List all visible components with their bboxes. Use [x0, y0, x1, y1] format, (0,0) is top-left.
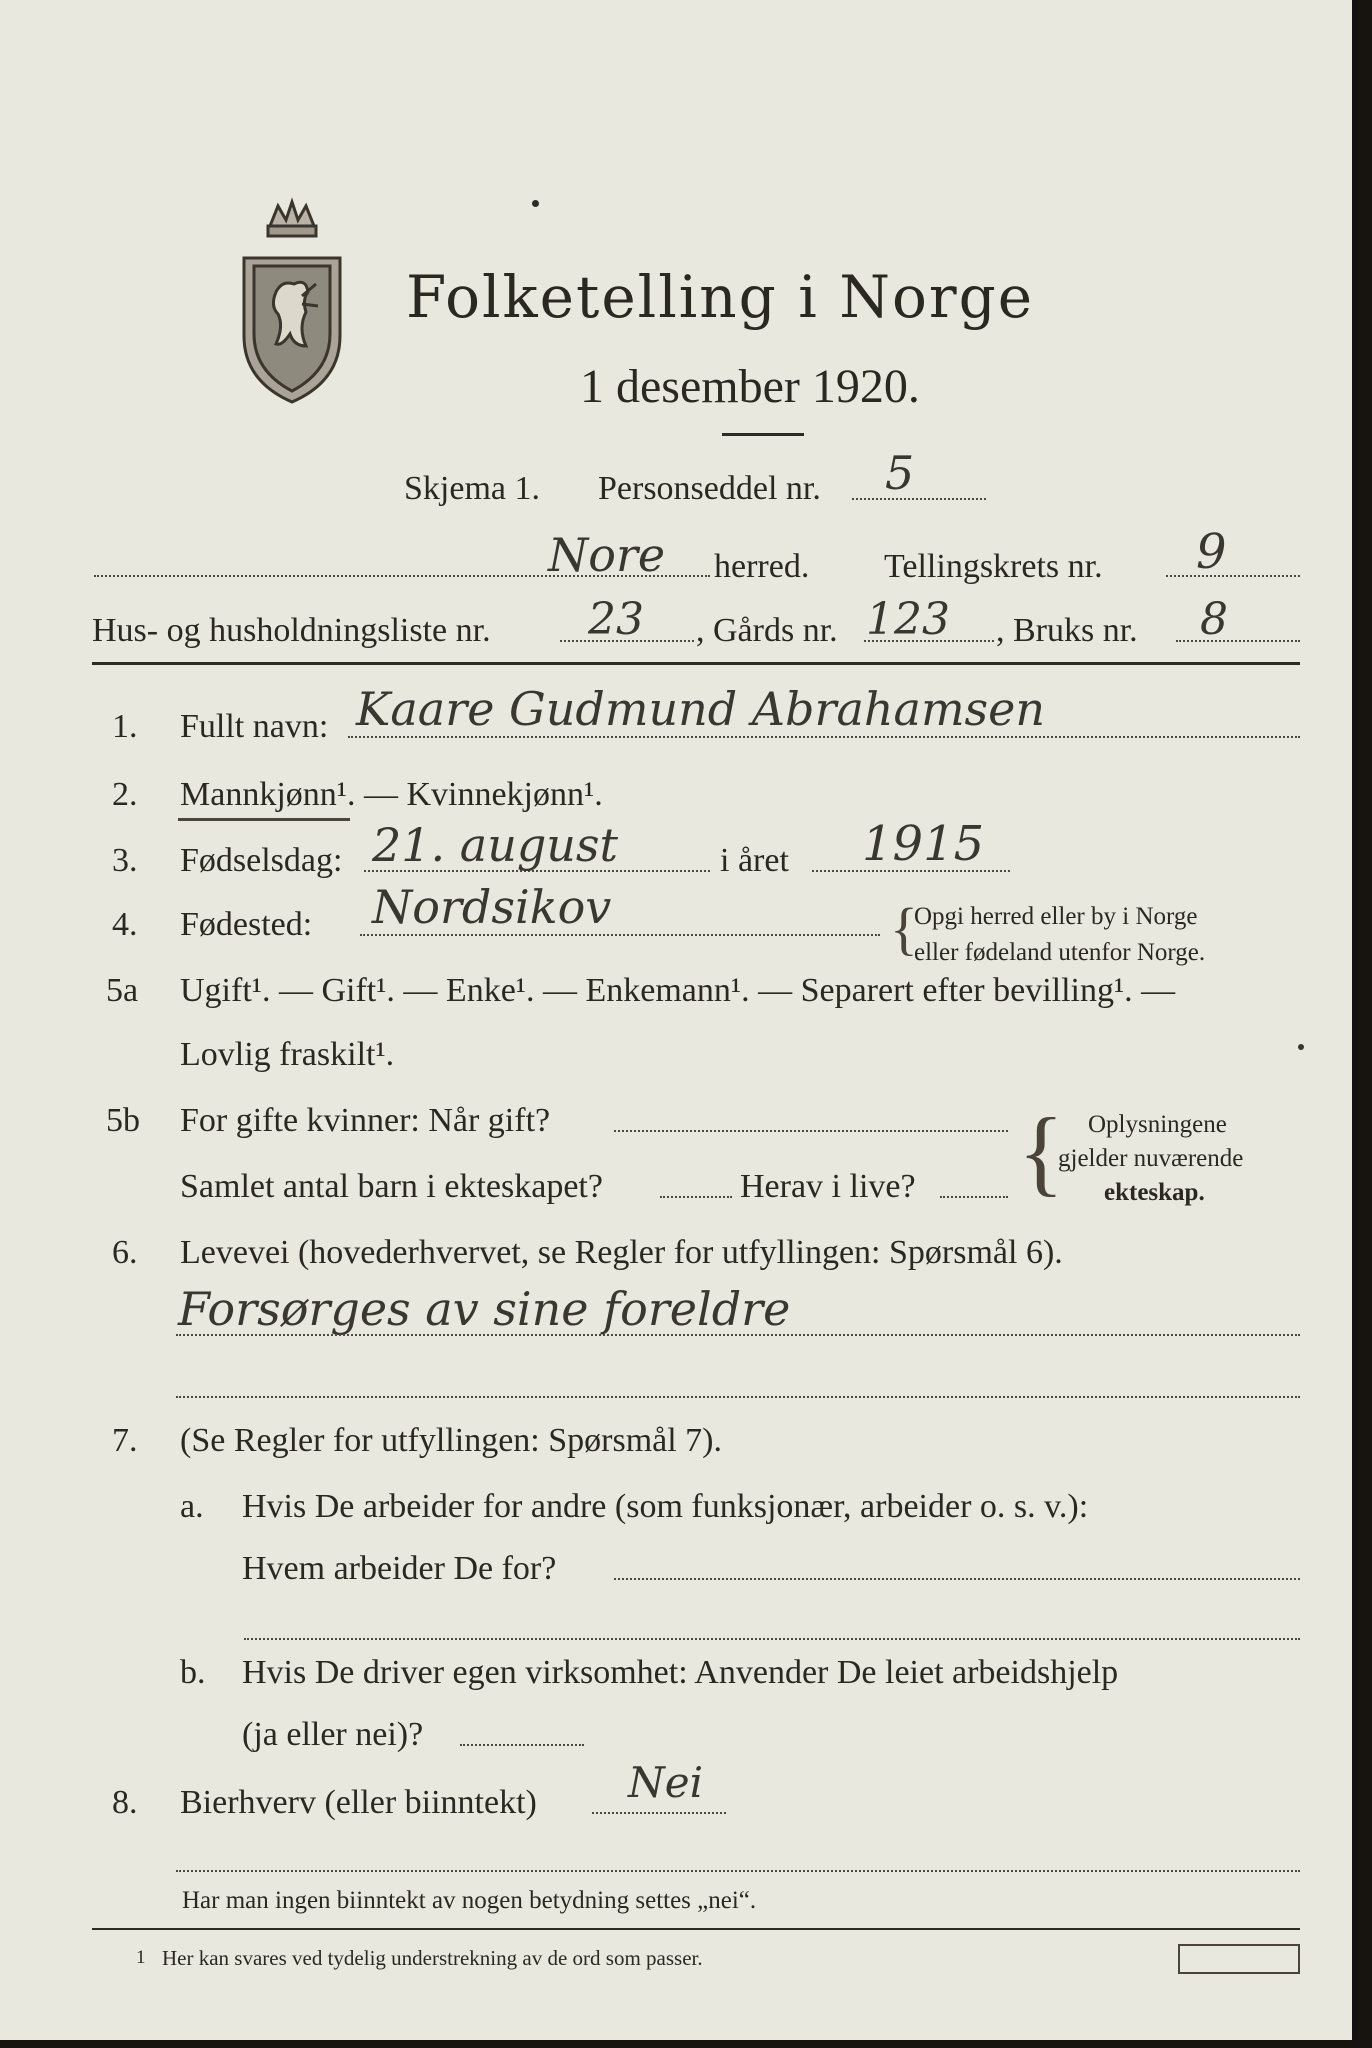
q4-number: 4. [112, 906, 138, 943]
q3-year-label: i året [720, 842, 789, 879]
q7-number: 7. [112, 1422, 138, 1459]
q3-number: 3. [112, 842, 138, 879]
footer-note: Har man ingen biinntekt av nogen betydning settes „nei“. [182, 1887, 757, 1914]
census-date: 1 desember 1920. [580, 360, 920, 413]
header-rule [92, 662, 1300, 665]
personseddel-label: Personseddel nr. [598, 470, 821, 507]
q5b-number: 5b [106, 1102, 140, 1139]
printer-stamp [1178, 1944, 1300, 1974]
footnote-rule [92, 1928, 1300, 1930]
q8-value: Nei [628, 1758, 704, 1807]
q1-label: Fullt navn: [180, 708, 329, 745]
q3-year-value: 1915 [862, 816, 985, 872]
gards-value: 123 [866, 594, 950, 645]
husholdningsliste-label: Hus- og husholdningsliste nr. [92, 612, 491, 649]
q5b-note-line2: gjelder nuværende [1058, 1145, 1244, 1172]
tellingskrets-line [1166, 575, 1300, 577]
gards-label: , Gårds nr. [696, 612, 838, 649]
q5b-note-brace: { [1018, 1098, 1065, 1205]
tellingskrets-label: Tellingskrets nr. [884, 548, 1103, 585]
personseddel-value: 5 [885, 446, 915, 500]
husholdningsliste-value: 23 [588, 594, 644, 645]
q5b-alive-line [940, 1196, 1008, 1198]
stray-dot [1298, 1044, 1304, 1050]
q2-underline-mannkjonn [178, 818, 350, 821]
q7b-answer-line [460, 1744, 584, 1746]
title-divider [722, 433, 804, 436]
q7a-label: a. [180, 1488, 204, 1525]
q8-number: 8. [112, 1784, 138, 1821]
personseddel-line [852, 498, 986, 500]
footnote-text: Her kan svares ved tydelig understrekning av de ord som passer. [162, 1946, 703, 1970]
q2-number: 2. [112, 776, 138, 813]
q4-label: Fødested: [180, 906, 313, 943]
q3-label: Fødselsdag: [180, 842, 343, 879]
q7b-line2: (ja eller nei)? [242, 1716, 424, 1753]
q5a-number: 5a [106, 972, 139, 1009]
q5b-children-line [660, 1196, 732, 1198]
q8-extra-line [176, 1870, 1300, 1872]
q7a-answer-line2 [244, 1638, 1300, 1640]
bruks-line [1176, 640, 1300, 642]
q7b-line1: Hvis De driver egen virksomhet: Anvender De leiet arbeidshjelp [242, 1654, 1119, 1691]
q4-line [360, 934, 880, 936]
q7a-answer-line1 [614, 1578, 1300, 1580]
q4-note-brace: { [890, 896, 918, 961]
herred-value: Nore [548, 528, 666, 582]
footnote-number: 1 [136, 1947, 146, 1968]
q5a-marital-options: Ugift¹. — Gift¹. — Enke¹. — Enkemann¹. — Separert efter bevilling¹. — [180, 972, 1176, 1009]
bruks-label: , Bruks nr. [996, 612, 1138, 649]
q5a-marital-options-2: Lovlig fraskilt¹. [180, 1036, 395, 1073]
q6-line2 [176, 1396, 1300, 1398]
q5b-line2b: Herav i live? [740, 1168, 916, 1205]
q4-note-line1: Opgi herred eller by i Norge [914, 903, 1198, 930]
q1-number: 1. [112, 708, 138, 745]
q4-note-line2: eller fødeland utenfor Norge. [914, 939, 1206, 966]
decorative-dot [532, 200, 539, 207]
form-title: Folketelling i Norge [406, 263, 1035, 331]
q5b-line2a: Samlet antal barn i ekteskapet? [180, 1168, 603, 1205]
q4-birthplace-value: Nordsikov [372, 880, 612, 934]
q1-full-name-value: Kaare Gudmund Abrahamsen [356, 682, 1046, 736]
q6-number: 6. [112, 1234, 138, 1271]
q6-occupation-value: Forsørges av sine foreldre [178, 1282, 791, 1336]
q5b-note-line1: Oplysningene [1088, 1111, 1227, 1138]
q6-occupation-question: Levevei (hovederhvervet, se Regler for utfyllingen: Spørsmål 6). [180, 1234, 1063, 1271]
q5b-note-line3: ekteskap. [1104, 1179, 1205, 1206]
q7a-line1: Hvis De arbeider for andre (som funksjonær, arbeider o. s. v.): [242, 1488, 1089, 1525]
herred-label: herred. [714, 548, 810, 585]
q8-label: Bierhverv (eller biinntekt) [180, 1784, 537, 1821]
skjema-label: Skjema 1. [404, 470, 540, 507]
q5b-married-when-line [614, 1130, 1008, 1132]
q2-gender-options: Mannkjønn¹. — Kvinnekjønn¹. [180, 776, 603, 813]
q3-birthday-value: 21. august [372, 818, 618, 872]
norwegian-coat-of-arms-emblem [236, 196, 348, 406]
bruks-value: 8 [1200, 594, 1228, 645]
q6-line1 [176, 1334, 1300, 1336]
tellingskrets-value: 9 [1196, 524, 1227, 580]
q7a-line2: Hvem arbeider De for? [242, 1550, 557, 1587]
q1-line [348, 736, 1300, 738]
q8-line [592, 1812, 726, 1814]
q5b-line1: For gifte kvinner: Når gift? [180, 1102, 551, 1139]
q7-question: (Se Regler for utfyllingen: Spørsmål 7). [180, 1422, 723, 1459]
q7b-label: b. [180, 1654, 206, 1691]
